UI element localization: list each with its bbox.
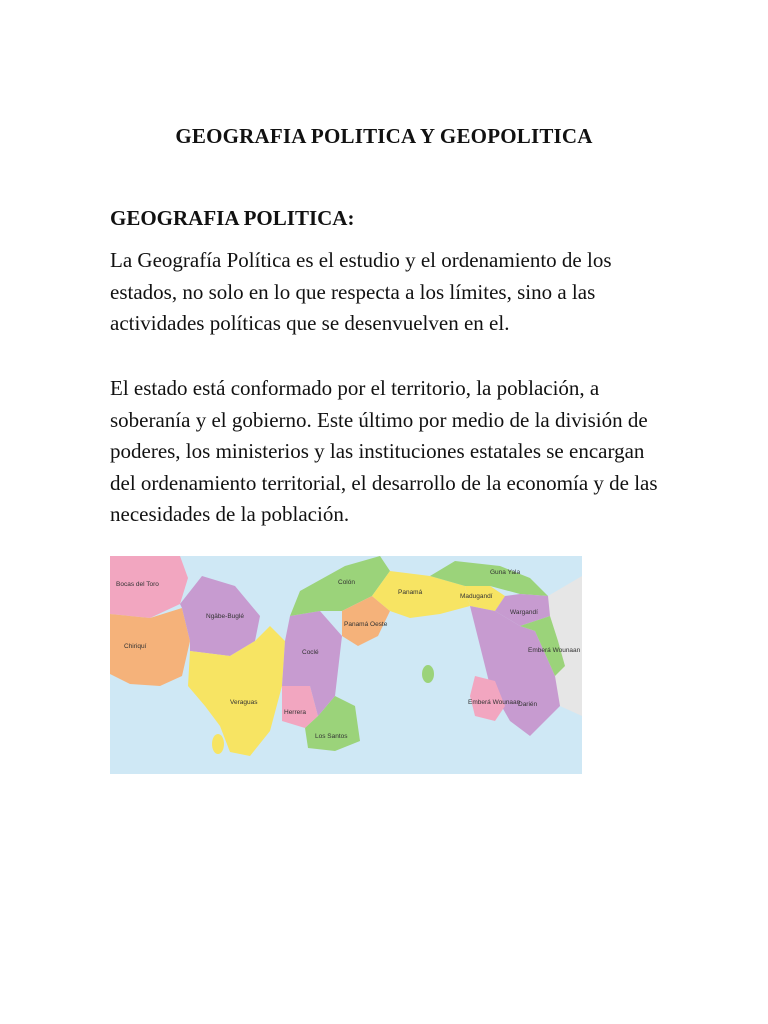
paragraph-definition: La Geografía Política es el estudio y el ordenamiento de los estados, no solo en lo que respecta a los límites, sino a las actividades políticas que se desenvuelven en el.	[110, 248, 612, 335]
label-ngabe-bugle: Ngäbe-Buglé	[206, 613, 244, 620]
label-herrera: Herrera	[284, 709, 307, 716]
label-embera-wounaan-south: Emberá Wounaan	[468, 699, 521, 706]
label-embera-wounaan-north: Emberá Wounaan	[528, 647, 581, 654]
label-cocle: Coclé	[302, 649, 319, 656]
label-colon: Colón	[338, 579, 355, 586]
page-title: GEOGRAFIA POLITICA Y GEOPOLITICA	[175, 124, 593, 148]
section-heading: GEOGRAFIA POLITICA:	[110, 206, 355, 230]
coiba-island	[212, 734, 224, 754]
label-bocas-del-toro: Bocas del Toro	[116, 581, 159, 588]
pearl-islands	[422, 665, 434, 683]
region-chiriqui	[110, 608, 190, 686]
label-los-santos: Los Santos	[315, 733, 348, 740]
label-guna-yala: Guna Yala	[490, 569, 521, 576]
label-veraguas: Veraguas	[230, 699, 258, 706]
label-darien: Darién	[518, 701, 538, 708]
paragraph-state: El estado está conformado por el territorio, la población, a soberanía y el gobierno. Este último por medio de la división de poderes, los ministerios y las instituciones estatales se encargan del ordenamiento territorial, el desarrollo de la economía y de las necesidades de la población.	[110, 376, 658, 526]
label-wargandi: Wargandí	[510, 609, 538, 616]
label-chiriqui: Chiriquí	[124, 643, 147, 650]
panama-map	[110, 556, 582, 774]
label-panama-oeste: Panamá Oeste	[344, 621, 388, 628]
label-panama: Panamá	[398, 589, 423, 596]
label-madugandi: Madugandí	[460, 593, 493, 600]
panama-map-svg	[110, 556, 582, 774]
